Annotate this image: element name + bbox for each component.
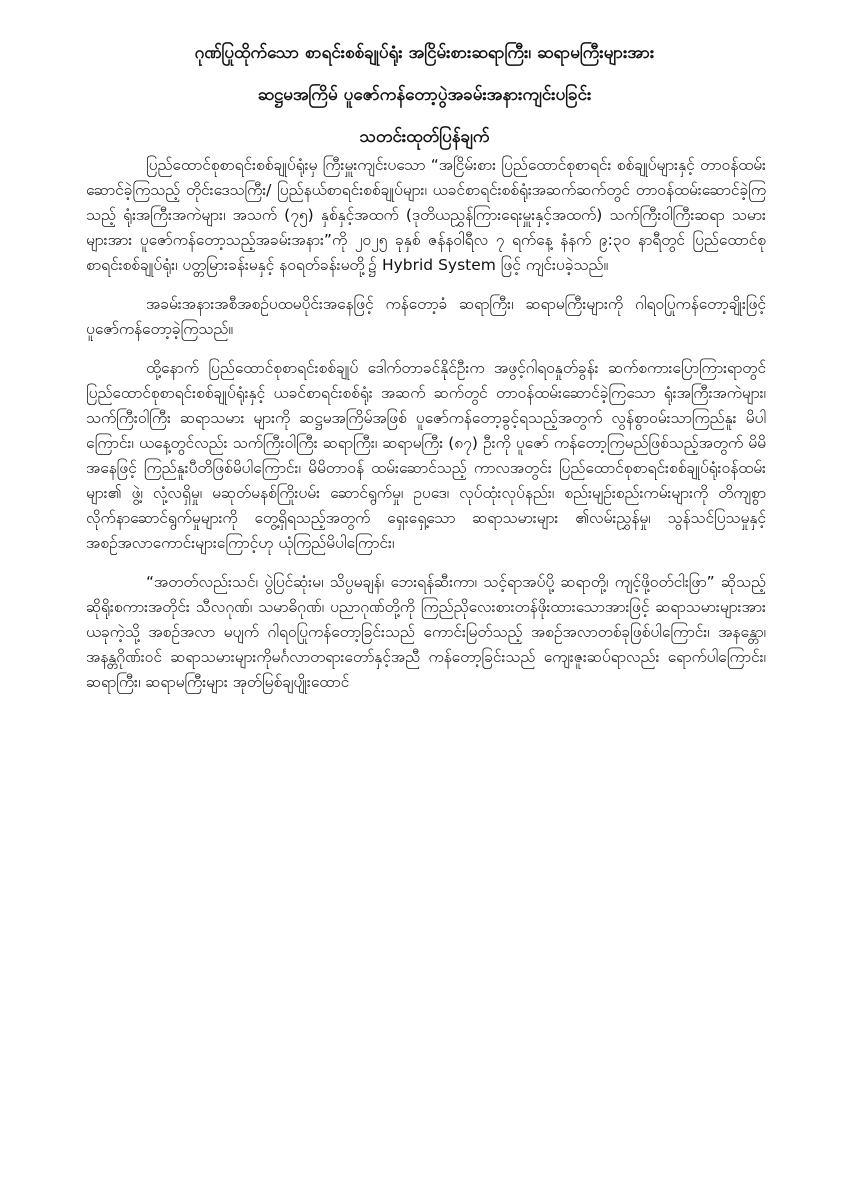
paragraph-4: “အတတ်လည်းသင်၊ ပွဲပြင်ဆုံးမ၊ သိပ္ပမချန်၊ ဘေးရန်ဆီးကာ၊ သင့်ရာအပ်ပို့ ဆရာတို့၊ ကျင့်ဖို့ဝတ်ငါးဖြာ” ဆိုသည့်ဆိုရိုးစကားအတိုင်း သီလဂုဏ်၊ သမာဓိဂုဏ်၊ ပညာဂုဏ်တို့ကို ကြည်ညိုလေးစားတန်ဖိုးထားသောအားဖြင့် ဆရာသမားများအား ယခုကဲ့သို့ အစဉ်အလာ မပျက် ဂါရဝပြုကန်တော့ခြင်းသည် ကောင်းမြတ်သည့် အစဉ်အလာတစ်ခုဖြစ်ပါကြောင်း၊ အနန္တော၊ အနန္တဂိုဏ်းဝင် ဆရာသမားများကိုမင်္ဂလာတရားတော်နှင့်အညီ ကန်တော့ခြင်းသည် ကျေးဇူးဆပ်ရာလည်း ရောက်ပါကြောင်း၊ ဆရာကြီး၊ ဆရာမကြီးများ အုတ်မြစ်ချပျိုးထောင် — [86, 573, 766, 691]
paragraph-2: အခမ်းအနားအစီအစဉ်ပထမပိုင်းအနေဖြင့် ကန်တော့ခံ ဆရာကြီး၊ ဆရာမကြီးများကို ဂါရဝပြုကန်တော့ချိုးဖြင့် ပူဇော်ကန်တော့ခဲ့ကြသည်။ — [86, 295, 766, 338]
paragraph-1: ပြည်ထောင်စုစာရင်းစစ်ချုပ်ရုံးမှ ကြီးမှူးကျင်းပသော “အငြိမ်းစား ပြည်ထောင်စုစာရင်း စစ်ချုပ်များနှင့် တာဝန်ထမ်းဆောင်ခဲ့ကြသည့် တိုင်းဒေသကြီး/ ပြည်နယ်စာရင်းစစ်ချုပ်များ၊ ယခင်စာရင်းစစ်ရုံးအဆက်ဆက်တွင် တာဝန်ထမ်းဆောင်ခဲ့ကြသည့် ရုံးအကြီးအကဲများ၊ အသက် (၇၅) နှစ်နှင့်အထက် (ဒုတိယညွှန်ကြားရေးမှူးနှင့်အထက်) သက်ကြီးဝါကြီးဆရာ သမားများအား ပူဇော်ကန်တော့သည့်အခမ်းအနား”ကို ၂၀၂၅ ခုနှစ် ဇန်နဝါရီလ ၇ ရက်နေ့ နံနက် ၉:၃၀ နာရီတွင် ပြည်ထောင်စုစာရင်းစစ်ချုပ်ရုံး၊ ပတ္တမြားခန်းမနှင့် နဝရတ်ခန်းမတို့၌ Hybrid System ဖြင့် ကျင်းပခဲ့သည်။ — [86, 156, 766, 274]
paragraph-3: ထို့နောက် ပြည်ထောင်စုစာရင်းစစ်ချုပ် ဒေါက်တာခင်နိုင်ဦးက အဖွင့်ဂါရဝနှုတ်ခွန်း ဆက်စကားပြောကြားရာတွင် ပြည်ထောင်စုစာရင်းစစ်ချုပ်ရုံးနှင့် ယခင်စာရင်းစစ်ရုံး အဆက် ဆက်တွင် တာဝန်ထမ်းဆောင်ခဲ့ကြသော ရုံးအကြီးအကဲများ၊ သက်ကြီးဝါကြီး ဆရာသမား များကို ဆဋ္ဌမအကြိမ်အဖြစ် ပူဇော်ကန်တော့ခွင့်ရသည့်အတွက် လွန်စွာဝမ်းသာကြည်နူး မိပါကြောင်း၊ ယနေ့တွင်လည်း သက်ကြီးဝါကြီး ဆရာကြီး၊ ဆရာမကြီး (၈၇) ဦးကို ပူဇော် ကန်တော့ကြမည်ဖြစ်သည့်အတွက် မိမိအနေဖြင့် ကြည်နူးပီတိဖြစ်မိပါကြောင်း၊ မိမိတာဝန် ထမ်းဆောင်သည့် ကာလအတွင်း ပြည်ထောင်စုစာရင်းစစ်ချုပ်ရုံးဝန်ထမ်းများ၏ ဖွဲ့၊ လုံ့လရှိမှု၊ မဆုတ်မနစ်ကြိုးပမ်း ဆောင်ရွက်မှု၊ ဥပဒေ၊ လုပ်ထုံးလုပ်နည်း၊ စည်းမျဉ်းစည်းကမ်းများကို တိကျစွာ လိုက်နာဆောင်ရွက်မှုများကို တွေ့ရှိရသည့်အတွက် ရှေးရှေ့သော ဆရာသမားများ ၏လမ်းညွှန်မှု၊ သွန်သင်ပြသမှုနှင့် အစဉ်အလာကောင်းများကြောင့်ဟု ယုံကြည်မိပါကြောင်း၊ — [86, 359, 766, 552]
document-title-line-3: သတင်းထုတ်ပြန်ချက် — [359, 127, 490, 147]
document-body — [86, 153, 766, 709]
document-title-line-2: ဆဋ္ဌမအကြိမ် ပူဇော်ကန်တော့ပွဲအခမ်းအနားကျင်းပခြင်း — [257, 85, 592, 105]
document-title-line-1: ဂုဏ်ပြုထိုက်သော စာရင်းစစ်ချုပ်ရုံး အငြိမ်းစားဆရာကြီး၊ ဆရာမကြီးများအား — [194, 43, 655, 63]
document-title-block — [60, 38, 789, 164]
